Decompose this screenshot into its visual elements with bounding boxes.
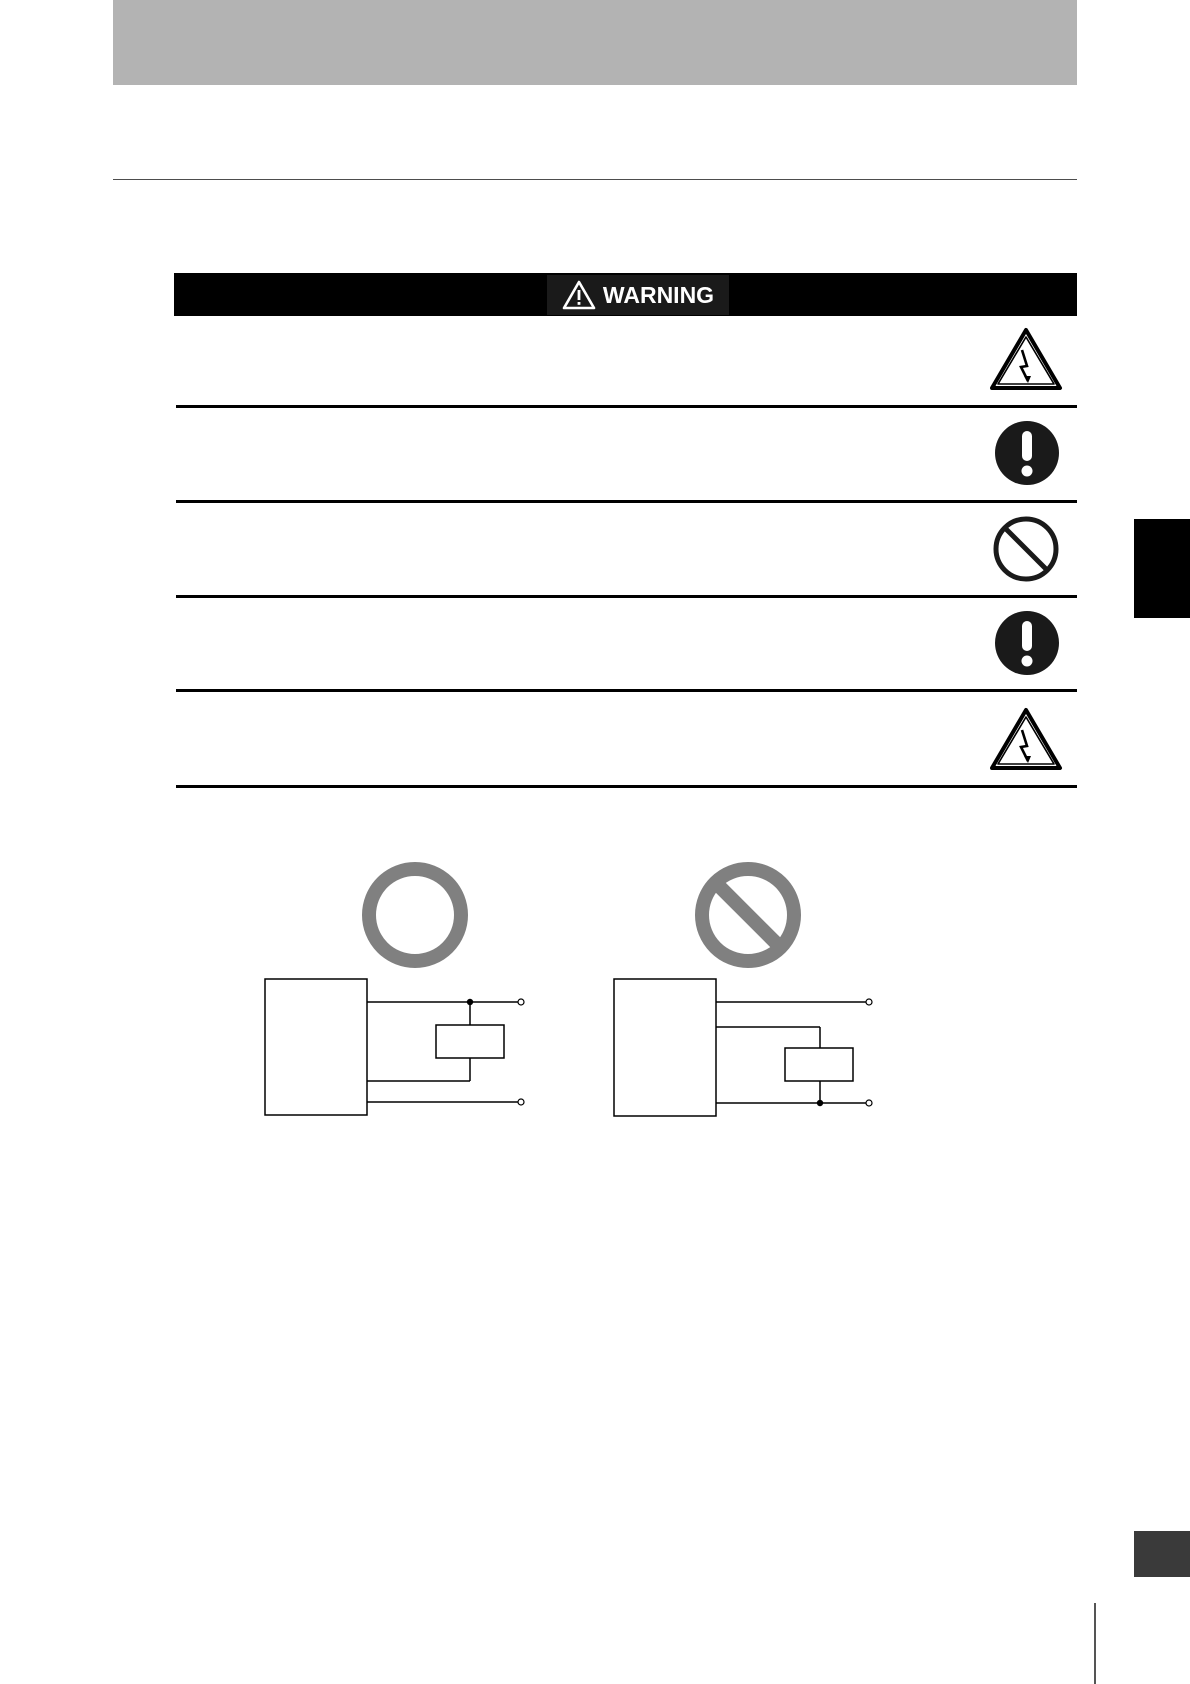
warning-label (547, 275, 729, 315)
incorrect-wiring-diagram (610, 975, 880, 1120)
correct-wiring-diagram (260, 975, 530, 1120)
row-divider (176, 500, 1077, 503)
electric-shock-icon (988, 326, 1064, 392)
chapter-side-tab (1134, 519, 1190, 618)
mandatory-action-icon (994, 420, 1060, 486)
electric-shock-icon (988, 706, 1064, 772)
prohibited-icon (693, 860, 803, 970)
row-divider (176, 405, 1077, 408)
page-number-rule (1094, 1603, 1096, 1684)
warning-triangle-icon (562, 280, 596, 310)
mandatory-action-icon (994, 610, 1060, 676)
row-divider (176, 689, 1077, 692)
row-divider (176, 595, 1077, 598)
row-divider (176, 785, 1077, 788)
chapter-header-band (113, 0, 1077, 85)
index-side-tab (1134, 1531, 1190, 1577)
prohibited-icon (992, 515, 1060, 583)
warning-title: WARNING (602, 281, 715, 308)
correct-circle-icon (360, 860, 470, 970)
header-rule (113, 179, 1077, 180)
